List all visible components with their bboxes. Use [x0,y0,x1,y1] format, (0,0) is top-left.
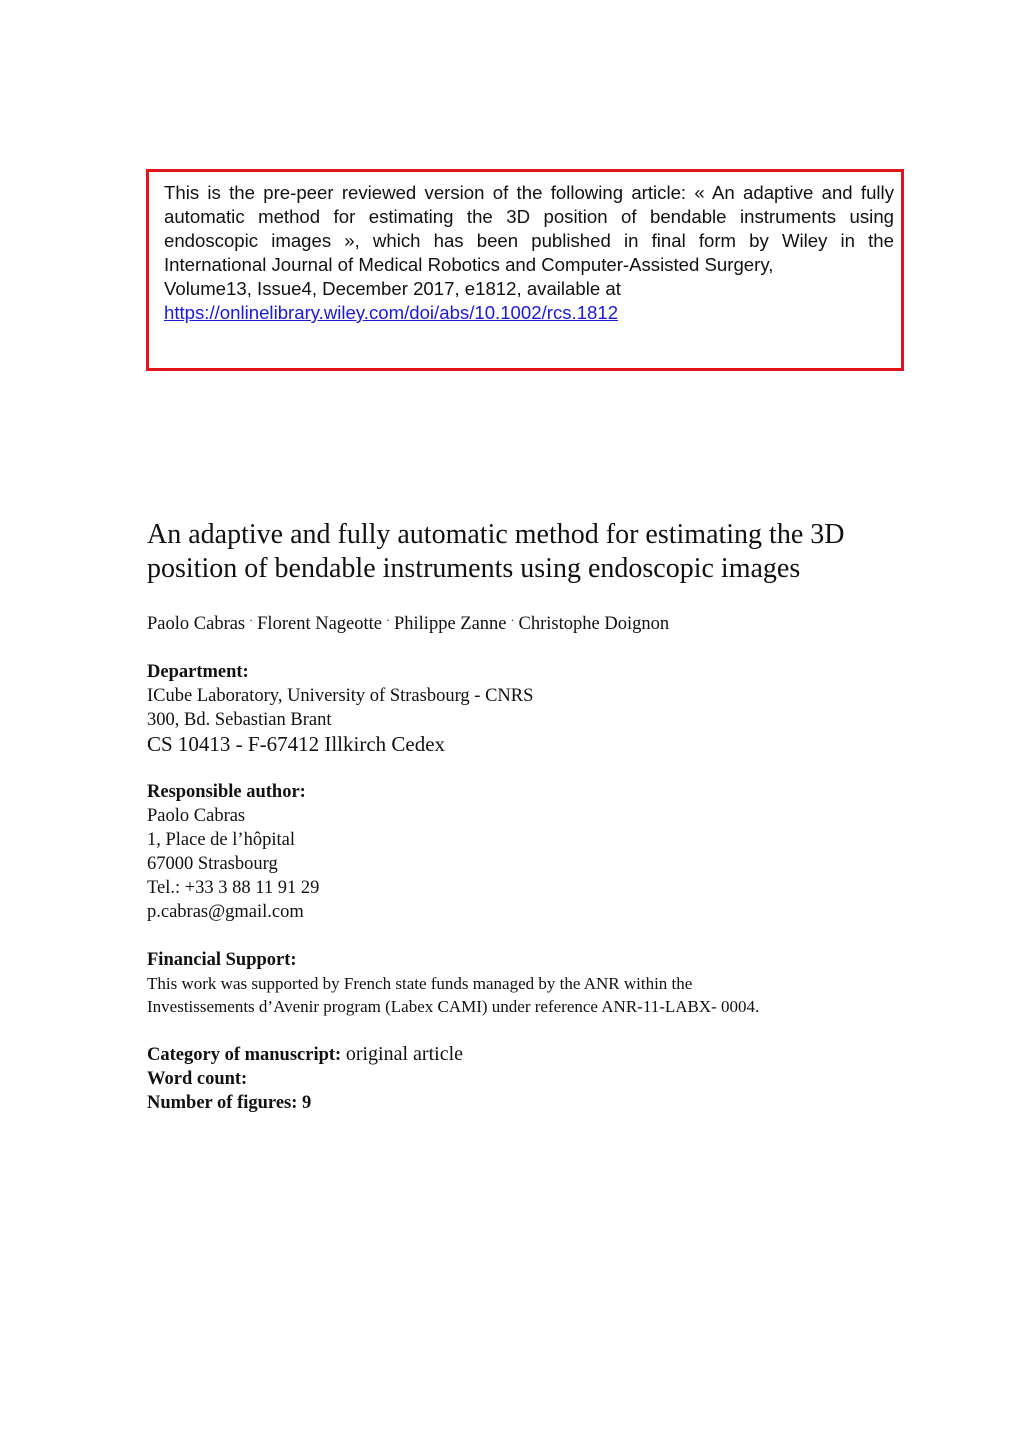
responsible-author-section [147,780,907,924]
author-name: Christophe Doignon [518,614,670,634]
paper-title: An adaptive and fully automatic method for estimating the 3D position of bendable instruments using endoscopic images [147,519,845,584]
author-name: Paolo Cabras [147,614,246,634]
word-count-row [147,1067,907,1091]
category-row [147,1042,907,1067]
author-separator: · [249,613,254,627]
author-separator: · [510,613,515,627]
financial-support-line: This work was supported by French state funds managed by the ANR within the [147,974,693,993]
financial-support-heading: Financial Support: [147,950,297,970]
figures-label: Number of figures: [147,1093,298,1113]
responsible-author-email: p.cabras@gmail.com [147,902,304,922]
figures-value: 9 [302,1093,312,1113]
category-label: Category of manuscript: [147,1045,342,1065]
department-heading: Department: [147,662,249,682]
author-separator: · [385,613,390,627]
notice-main-text: This is the pre-peer reviewed version of the following article: « An adaptive and fully automatic method for estimating the 3D position of bendable instruments using endoscopic images », which has been published in final form by Wiley in the International Journal of Medical Robotics and Computer-Assisted Surgery, [164,182,894,275]
paper-front-matter [147,518,907,1115]
department-section [147,660,907,756]
department-line: 300, Bd. Sebastian Brant [147,710,332,730]
financial-support-line: Investissements d’Avenir program (Labex CAMI) under reference ANR-11-LABX- 0004. [147,997,760,1016]
category-value: original article [345,1043,464,1065]
manuscript-metadata [147,1042,907,1115]
responsible-author-address: 67000 Strasbourg [147,854,278,874]
department-line: CS 10413 - F-67412 Illkirch Cedex [147,732,446,756]
article-doi-link[interactable]: https://onlinelibrary.wiley.com/doi/abs/10.1002/rcs.1812 [164,302,619,323]
author-name: Philippe Zanne [393,614,507,634]
preprint-notice-text [164,181,894,325]
word-count-label: Word count: [147,1069,248,1089]
notice-last-line: Volume13, Issue4, December 2017, e1812, available at [164,278,621,299]
financial-support-section [147,948,907,1018]
responsible-author-phone: Tel.: +33 3 88 11 91 29 [147,878,320,898]
responsible-author-address: 1, Place de l’hôpital [147,830,295,850]
author-name: Florent Nageotte [257,614,382,634]
author-list [147,608,907,636]
responsible-author-name: Paolo Cabras [147,806,246,826]
responsible-author-heading: Responsible author: [147,782,306,802]
figures-row [147,1091,907,1115]
department-line: ICube Laboratory, University of Strasbourg - CNRS [147,686,534,706]
preprint-notice-box [146,169,904,371]
